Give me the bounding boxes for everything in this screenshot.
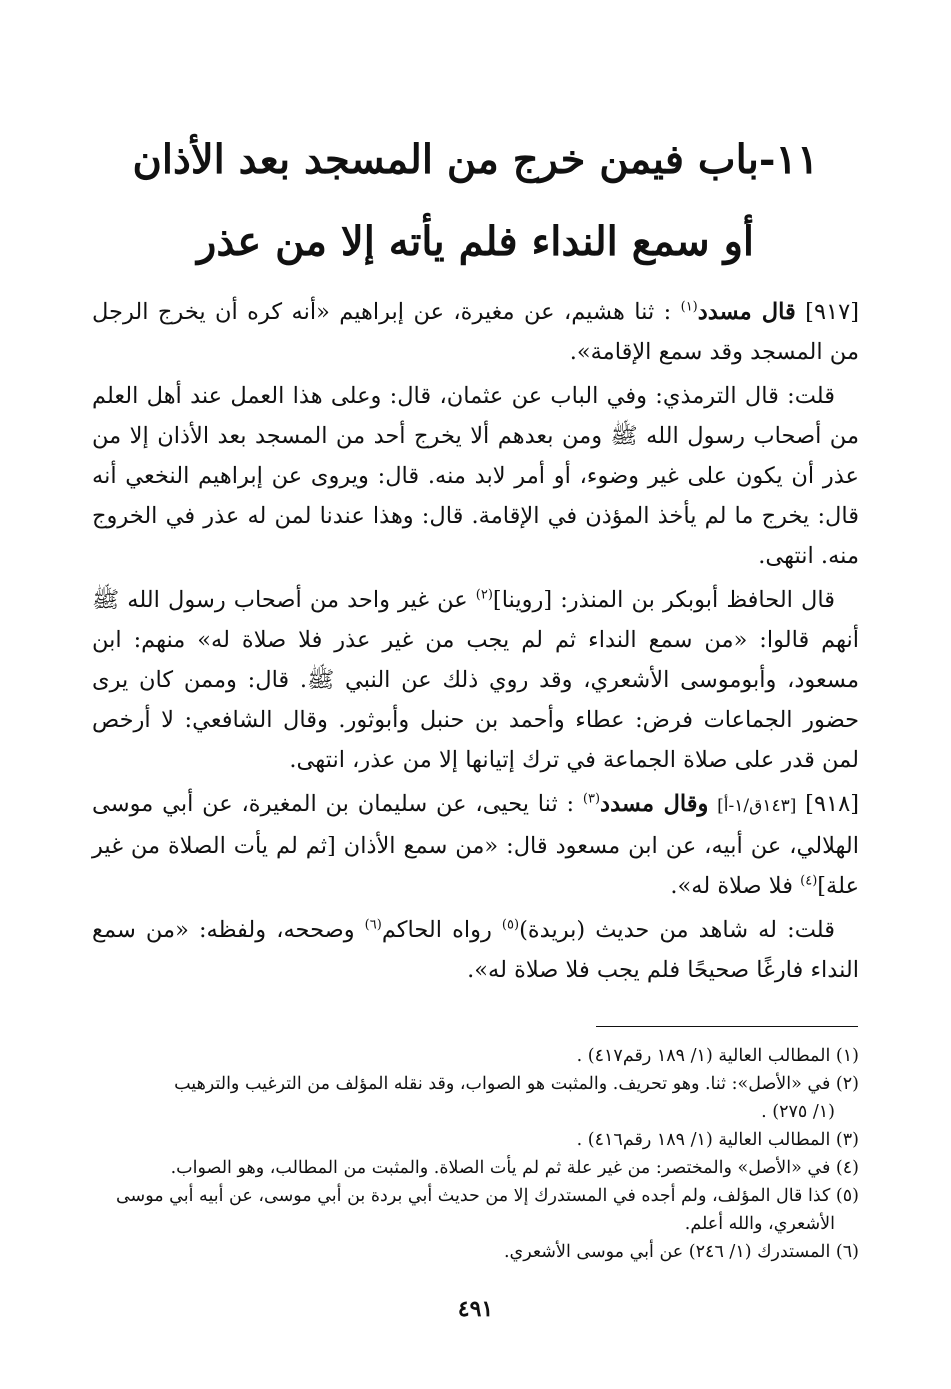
page-number: ٤٩١ bbox=[457, 1296, 494, 1322]
hadith-918: [٩١٨] [١٤٣ق/١-أ] وقال مسدد$^{(٣)}$ : ثنا يحيى، عن سليمان بن المغيرة، عن أبي موسى الهلالي، عن أبيه، عن ابن مسعود قال: «من سمع الأذان [ثم لم يأت الصلاة من غير علة]$^{(٤)}$ فلا صلاة له». bbox=[92, 791, 859, 899]
hadith-917 bbox=[92, 292, 859, 372]
narrator: وقال مسدد bbox=[600, 791, 709, 817]
narrator: قال مسدد bbox=[697, 299, 796, 325]
footnote-5: (٥) كذا قال المؤلف، ولم أجده في المستدرك إلا من حديث أبي بردة بن أبي موسى، عن أبيه أبي موسى bbox=[115, 1186, 859, 1206]
footnote-ref: (٢) bbox=[475, 587, 493, 603]
footnote-2: (٢) في «الأصل»: ثنا. وهو تحريف. والمثبت هو الصواب، وقد نقله المؤلف من الترغيب والترهيب bbox=[174, 1074, 859, 1094]
chapter-title-line-2: أو سمع النداء فلم يأته إلا من عذر bbox=[197, 218, 754, 265]
footnote-ref: (٥) bbox=[501, 917, 520, 933]
hadith-text: : ثنا هشيم، عن مغيرة، عن إبراهيم «أنه كره أن يخرج الرجل من المسجد وقد سمع الإقامة». bbox=[92, 299, 859, 365]
footnote-ref: (١) bbox=[680, 299, 698, 315]
footnote-ref: (٣) bbox=[582, 791, 601, 807]
footnote-4: (٤) في «الأصل» والمختصر: من غير علة ثم لم يأت الصلاة. والمثبت من المطالب، وهو الصواب. bbox=[170, 1158, 859, 1178]
commentary-tirmidhi: قلت: قال الترمذي: وفي الباب عن عثمان، قال: وعلى هذا العمل عند أهل العلم من أصحاب رسول الله ﷺ ومن بعدهم ألا يخرج أحد من المسجد بعد الأذان إلا من عذر أن يكون على غير وضوء، أو أمر لابد منه. قال: ويروى عن إبراهيم النخعي أنه قال: يخرج ما لم يأخذ المؤذن في الإقامة. قال: وهذا عندنا لمن له عذر في الخروج منه. انتهى. bbox=[92, 383, 859, 569]
footnote-ref: (٤) bbox=[800, 873, 818, 889]
commentary-hakim: قلت: له شاهد من حديث (بريدة)$^{(٥)}$ رواه الحاكم$^{(٦)}$ وصححه، ولفظه: «من سمع النداء فارغًا صحيحًا فلم يجب فلا صلاة له». bbox=[92, 917, 859, 983]
footnotes bbox=[92, 1042, 859, 1266]
footnote-5-continued: الأشعري، والله أعلم. bbox=[684, 1214, 835, 1234]
footnote-3: (٣) المطالب العالية (١/ ١٨٩ رقم٤١٦) . bbox=[576, 1130, 859, 1150]
manuscript-ref: [١٤٣ق/١-أ] bbox=[717, 796, 797, 816]
main-text bbox=[92, 292, 859, 994]
footnote-2-continued: (١/ ٢٧٥) . bbox=[761, 1102, 835, 1122]
hadith-number: [٩١٨] bbox=[805, 791, 859, 817]
chapter-title-line-1: ١١-باب فيمن خرج من المسجد بعد الأذان bbox=[132, 136, 819, 183]
footnote-6: (٦) المستدرك (١/ ٢٤٦) عن أبي موسى الأشعري. bbox=[503, 1242, 859, 1262]
footnote-separator bbox=[596, 1026, 858, 1027]
commentary-ibn-mundhir: قال الحافظ أبوبكر بن المنذر: [روينا]$^{(٢)}$ عن غير واحد من أصحاب رسول الله ﷺ أنهم قالوا: «من سمع النداء ثم لم يجب من غير عذر فلا صلاة له» منهم: ابن مسعود، وأبوموسى الأشعري، وقد روي ذلك عن النبي ﷺ. قال: وممن كان يرى حضور الجماعات فرض: عطاء وأحمد بن حنبل وأبوثور. وقال الشافعي: لا أرخص لمن قدر على صلاة الجماعة في ترك إتيانها إلا من عذر، انتهى. bbox=[92, 587, 859, 773]
footnote-1: (١) المطالب العالية (١/ ١٨٩ رقم٤١٧) . bbox=[576, 1046, 859, 1066]
hadith-number: [٩١٧] bbox=[805, 299, 859, 325]
footnote-ref: (٦) bbox=[364, 917, 382, 933]
